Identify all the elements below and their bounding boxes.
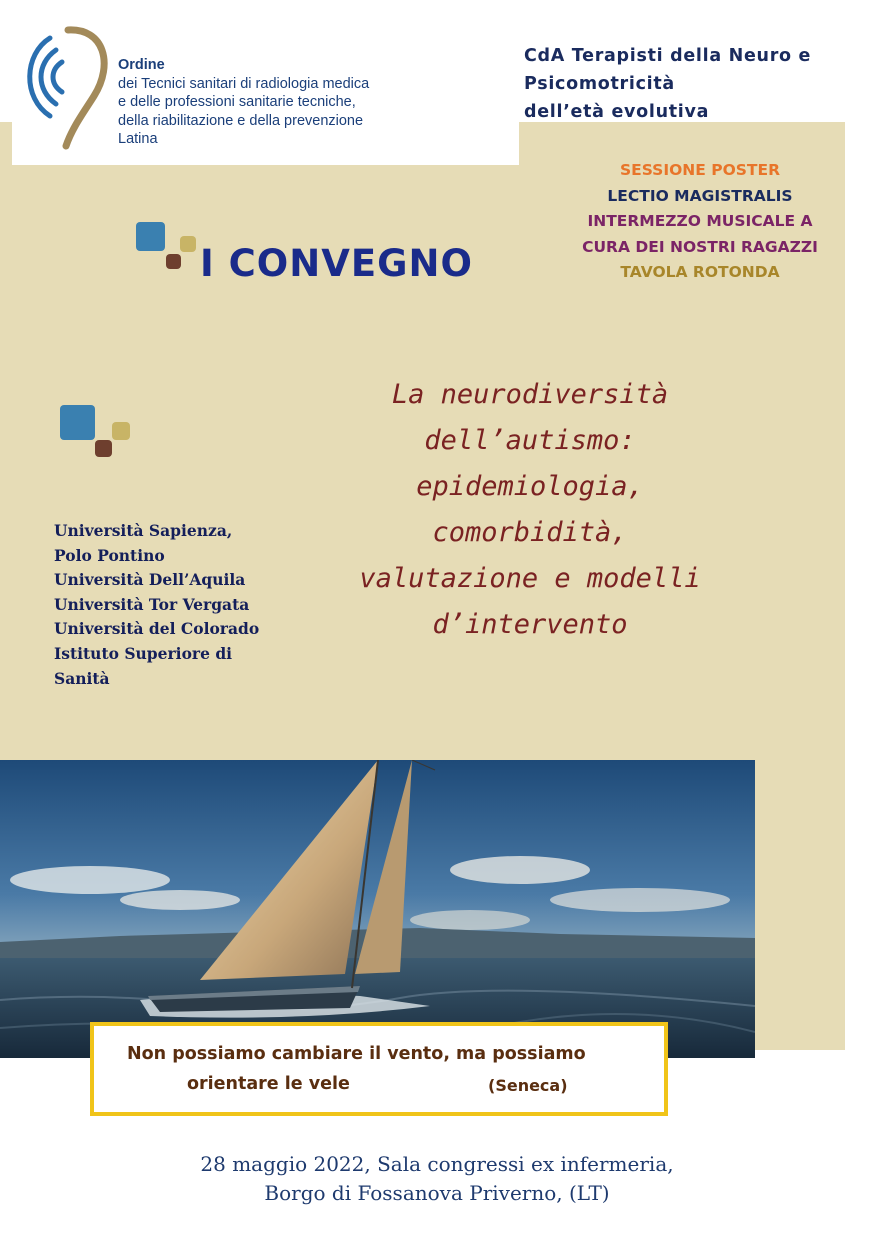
logo-line-3: e delle professioni sanitarie tecniche, [118, 94, 356, 110]
title-line-6: d’intervento [432, 609, 628, 640]
logo-line-5: Latina [118, 131, 158, 147]
logo-block [12, 10, 519, 165]
blue-square-icon [60, 405, 95, 440]
sailboat-illustration [0, 760, 755, 1058]
order-logo-icon [16, 24, 116, 154]
university-item: Università Tor Vergata [54, 594, 250, 614]
blue-square-icon [136, 222, 165, 251]
gold-square-icon [180, 236, 196, 252]
logo-line-2: dei Tecnici sanitari di radiologia medica [118, 75, 370, 92]
sailboat-photo [0, 760, 755, 1058]
university-list [54, 519, 259, 691]
title-line-3: epidemiologia, [416, 471, 644, 502]
program-item-roundtable: TAVOLA ROTONDA [620, 263, 780, 281]
title-line-4: comorbidità, [432, 517, 628, 548]
event-date-line: 28 maggio 2022, Sala congressi ex infermeria, [200, 1152, 674, 1176]
event-heading: I CONVEGNO [200, 242, 473, 285]
program-item-music-1: INTERMEZZO MUSICALE A [587, 212, 813, 230]
event-details [0, 1150, 874, 1208]
university-item: Università del Colorado [54, 619, 260, 639]
program-item-music-2: CURA DEI NOSTRI RAGAZZI [582, 237, 818, 256]
quote-line-2: orientare le vele [187, 1074, 350, 1094]
title-line-2: dell’autismo: [424, 425, 636, 456]
cda-line-3: dell’età evolutiva [524, 102, 710, 122]
cda-heading [524, 42, 811, 126]
quote-box [90, 1022, 668, 1116]
conference-title [330, 372, 730, 648]
quote-line-1: Non possiamo cambiare il vento, ma possiamo [127, 1044, 586, 1064]
title-line-5: valutazione e modelli [359, 563, 701, 594]
brown-square-icon [95, 440, 112, 457]
logo-line-1: Ordine [118, 57, 165, 73]
university-item: Università Dell’Aquila [54, 570, 246, 590]
program-list [540, 158, 860, 286]
event-place-line: Borgo di Fossanova Priverno, (LT) [264, 1181, 610, 1205]
university-item: Istituto Superiore di [54, 643, 233, 663]
brown-square-icon [166, 254, 181, 269]
quote-author: (Seneca) [488, 1076, 568, 1095]
university-item: Università Sapienza, [54, 521, 233, 540]
university-item: Sanità [54, 668, 110, 688]
cda-line-2: Psicomotricità [524, 74, 675, 94]
title-line-1: La neurodiversità [391, 379, 669, 410]
program-item-poster: SESSIONE POSTER [619, 161, 781, 179]
cda-line-1: CdA Terapisti della Neuro e [524, 46, 812, 66]
order-name [118, 56, 369, 149]
logo-line-4: della riabilitazione e della prevenzione [118, 112, 364, 129]
program-item-lectio: LECTIO MAGISTRALIS [607, 186, 793, 205]
gold-square-icon [112, 422, 130, 440]
university-item: Polo Pontino [54, 545, 165, 565]
